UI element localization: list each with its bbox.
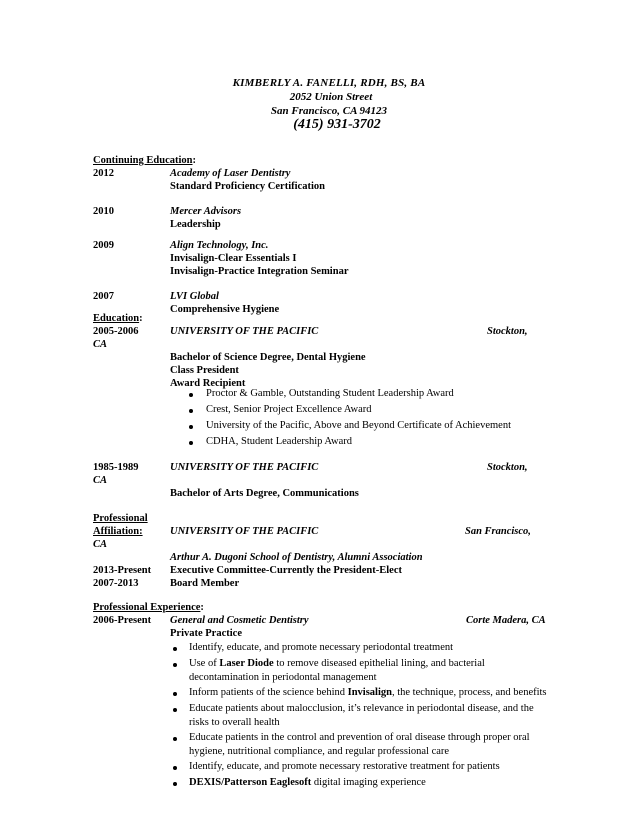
continuing-education-heading: Continuing Education: — [93, 155, 196, 166]
education-location-wrap: CA — [93, 339, 108, 350]
ce-year: 2007 — [93, 291, 114, 302]
experience-duty: DEXIS/Patterson Eaglesoft digital imaging experience — [189, 777, 426, 788]
education-location: Stockton, — [487, 462, 528, 473]
education-years: 2005-2006 — [93, 326, 139, 337]
bullet-icon — [189, 425, 193, 429]
experience-duty: Use of Laser Diode to remove diseased epithelial lining, and bacterial — [189, 658, 485, 669]
experience-duty-continued: decontamination in periodontal management — [189, 672, 377, 683]
education-degree: Bachelor of Arts Degree, Communications — [170, 488, 359, 499]
street-address: 2052 Union Street — [289, 91, 373, 103]
experience-duty: Identify, educate, and promote necessary restorative treatment for patients — [189, 761, 500, 772]
affiliation-role-title: Executive Committee-Currently the President-Elect — [170, 565, 402, 576]
experience-duty: Educate patients about malocclusion, it’s relevance in periodontal disease, and the — [189, 703, 534, 714]
bullet-icon — [189, 441, 193, 445]
ce-org: Mercer Advisors — [170, 206, 242, 217]
bullet-icon — [173, 766, 177, 770]
education-school: UNIVERSITY OF THE PACIFIC — [170, 326, 319, 337]
education-honor: Award Recipient — [170, 378, 246, 389]
phone-number: (415) 931-3702 — [293, 117, 381, 132]
affiliation-location-wrap: CA — [93, 539, 108, 550]
candidate-name: KIMBERLY A. FANELLI, RDH, BS, BA — [232, 77, 426, 89]
experience-location: Corte Madera, CA — [466, 615, 546, 626]
experience-duty: Inform patients of the science behind Invisalign, the technique, process, and benefits — [189, 687, 547, 698]
ce-org: Academy of Laser Dentistry — [170, 168, 291, 179]
ce-line: Leadership — [170, 219, 221, 230]
ce-year: 2012 — [93, 168, 114, 179]
city-state-zip: San Francisco, CA 94123 — [270, 105, 388, 117]
bullet-icon — [189, 393, 193, 397]
affiliation-role-title: Board Member — [170, 578, 240, 589]
affiliation-heading-line2: Affiliation: — [93, 526, 143, 537]
bullet-icon — [173, 692, 177, 696]
experience-years: 2006-Present — [93, 615, 152, 626]
bullet-icon — [189, 409, 193, 413]
experience-heading: Professional Experience: — [93, 602, 204, 613]
bullet-icon — [173, 737, 177, 741]
bullet-icon — [173, 782, 177, 786]
award-item: Crest, Senior Project Excellence Award — [206, 404, 372, 415]
education-location: Stockton, — [487, 326, 528, 337]
ce-year: 2010 — [93, 206, 114, 217]
experience-duty: Educate patients in the control and prevention of oral disease through proper oral — [189, 732, 530, 743]
experience-practice: Private Practice — [170, 628, 242, 639]
bullet-icon — [173, 647, 177, 651]
bullet-icon — [173, 663, 177, 667]
award-item: University of the Pacific, Above and Beyond Certificate of Achievement — [206, 420, 511, 431]
affiliation-school: UNIVERSITY OF THE PACIFIC — [170, 526, 319, 537]
award-item: CDHA, Student Leadership Award — [206, 436, 353, 447]
education-location-wrap: CA — [93, 475, 108, 486]
experience-employer: General and Cosmetic Dentistry — [170, 615, 309, 626]
education-honor: Class President — [170, 365, 239, 376]
ce-line: Invisalign-Clear Essentials I — [170, 253, 297, 264]
award-item: Proctor & Gamble, Outstanding Student Leadership Award — [206, 388, 454, 399]
ce-org: Align Technology, Inc. — [170, 240, 269, 251]
education-years: 1985-1989 — [93, 462, 139, 473]
education-school: UNIVERSITY OF THE PACIFIC — [170, 462, 319, 473]
experience-duty-continued: hygiene, nutritional compliance, and regular professional care — [189, 746, 450, 757]
ce-org: LVI Global — [170, 291, 219, 302]
affiliation-sub-school: Arthur A. Dugoni School of Dentistry, Alumni Association — [170, 552, 423, 563]
affiliation-location: San Francisco, — [465, 526, 531, 537]
affiliation-role-years: 2007-2013 — [93, 578, 139, 589]
ce-line: Comprehensive Hygiene — [170, 304, 280, 315]
experience-duty: Identify, educate, and promote necessary periodontal treatment — [189, 642, 454, 653]
ce-line: Standard Proficiency Certification — [170, 181, 325, 192]
education-degree: Bachelor of Science Degree, Dental Hygiene — [170, 352, 366, 363]
ce-year: 2009 — [93, 240, 114, 251]
ce-line: Invisalign-Practice Integration Seminar — [170, 266, 349, 277]
affiliation-role-years: 2013-Present — [93, 565, 152, 576]
experience-duty-continued: risks to overall health — [189, 717, 280, 728]
education-heading: Education: — [93, 313, 143, 324]
affiliation-heading: Professional — [93, 513, 148, 524]
bullet-icon — [173, 708, 177, 712]
